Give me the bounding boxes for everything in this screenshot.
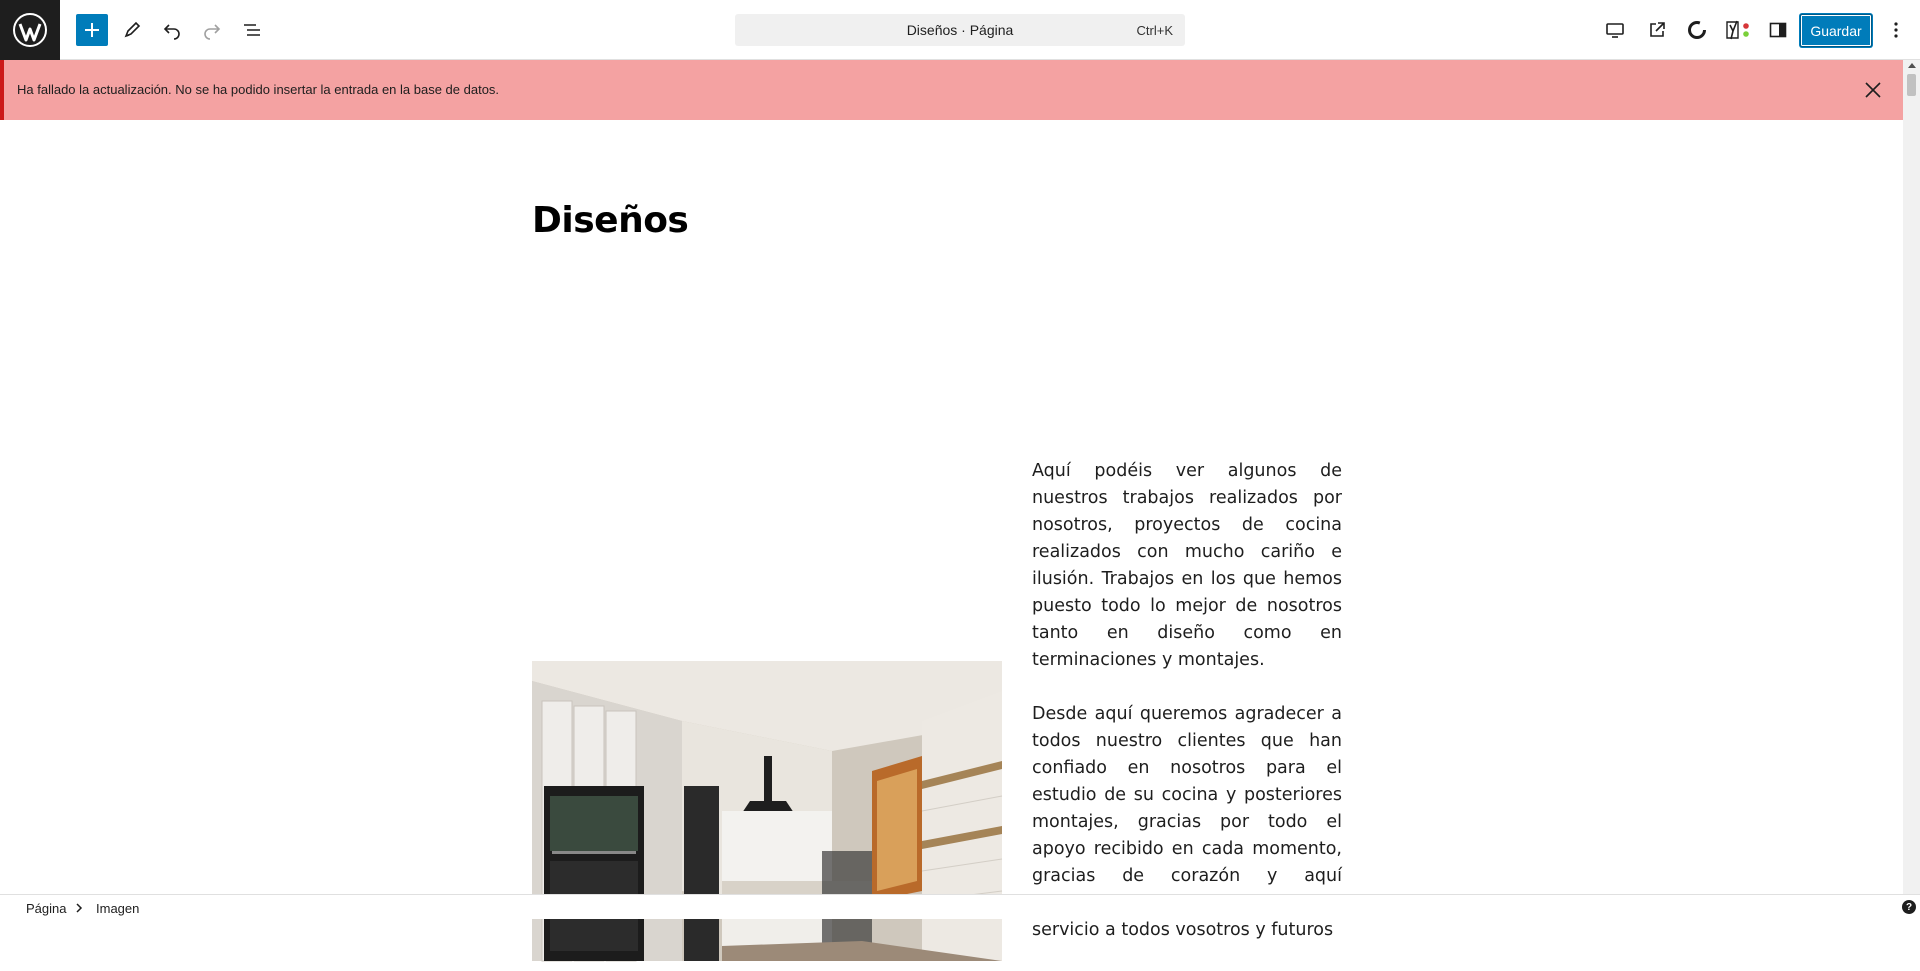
dismiss-notice-button[interactable] [1861, 78, 1885, 102]
undo-icon [162, 20, 182, 40]
page-title[interactable]: Diseños [532, 200, 689, 241]
scroll-thumb[interactable] [1907, 74, 1916, 96]
plus-icon [83, 21, 101, 39]
desktop-icon [1605, 20, 1625, 40]
add-block-button[interactable] [76, 14, 108, 46]
undo-button[interactable] [156, 14, 188, 46]
pencil-icon [122, 20, 142, 40]
view-page-button[interactable] [1641, 14, 1673, 46]
breadcrumb-item-image[interactable]: Imagen [96, 901, 140, 916]
settings-sidebar-button[interactable] [1762, 14, 1794, 46]
yoast-seo-button[interactable] [1721, 14, 1757, 46]
list-view-icon [242, 20, 262, 40]
sidebar-icon [1768, 20, 1788, 40]
paragraph-block[interactable]: Aquí podéis ver algunos de nuestros trabajos realizados por nosotros, proyectos de cocina realizados con mucho cariño e ilusión. Trabajos en los que hemos puesto todo lo mejor de nosotros tanto en diseño como en terminaciones y montajes. [1032, 461, 1342, 670]
save-button[interactable]: Guardar [1800, 14, 1872, 47]
redo-icon [202, 20, 222, 40]
error-notice [0, 60, 1903, 120]
close-icon [1864, 81, 1882, 99]
document-title: Diseños · Página [906, 22, 1014, 38]
vertical-ellipsis-icon [1886, 20, 1906, 40]
yoast-icon [1724, 19, 1754, 41]
paragraph-block[interactable]: Desde aquí queremos agradecer a todos nuestro clientes que han confiado en nosotros para el estudio de su cocina y posteriores montajes, gracias por todo el apoyo recibido en cada momento, gracias de corazón y aquí servicio a todos vosotros y futuros [1032, 704, 1342, 940]
jetpack-button[interactable] [1681, 14, 1713, 46]
error-notice-message: Ha fallado la actualización. No se ha podido insertar la entrada en la base de datos. [17, 82, 500, 97]
breadcrumb-item-page[interactable]: Página [26, 901, 67, 916]
scroll-up-arrow-icon[interactable] [1908, 63, 1916, 68]
options-button[interactable] [1880, 14, 1912, 46]
external-link-icon [1647, 20, 1667, 40]
redo-button[interactable] [196, 14, 228, 46]
block-breadcrumb [0, 894, 1920, 919]
wordpress-logo-icon[interactable] [0, 0, 60, 60]
help-icon[interactable]: ? [1902, 900, 1916, 914]
editor-toolbar [0, 0, 1920, 60]
tools-button[interactable] [116, 14, 148, 46]
document-overview-button[interactable] [236, 14, 268, 46]
ring-icon [1686, 19, 1708, 41]
preview-button[interactable] [1599, 14, 1631, 46]
keyboard-shortcut: Ctrl+K [1136, 23, 1173, 38]
vertical-scrollbar[interactable] [1903, 60, 1920, 894]
command-palette-button[interactable] [735, 14, 1185, 46]
chevron-right-icon [74, 902, 84, 914]
